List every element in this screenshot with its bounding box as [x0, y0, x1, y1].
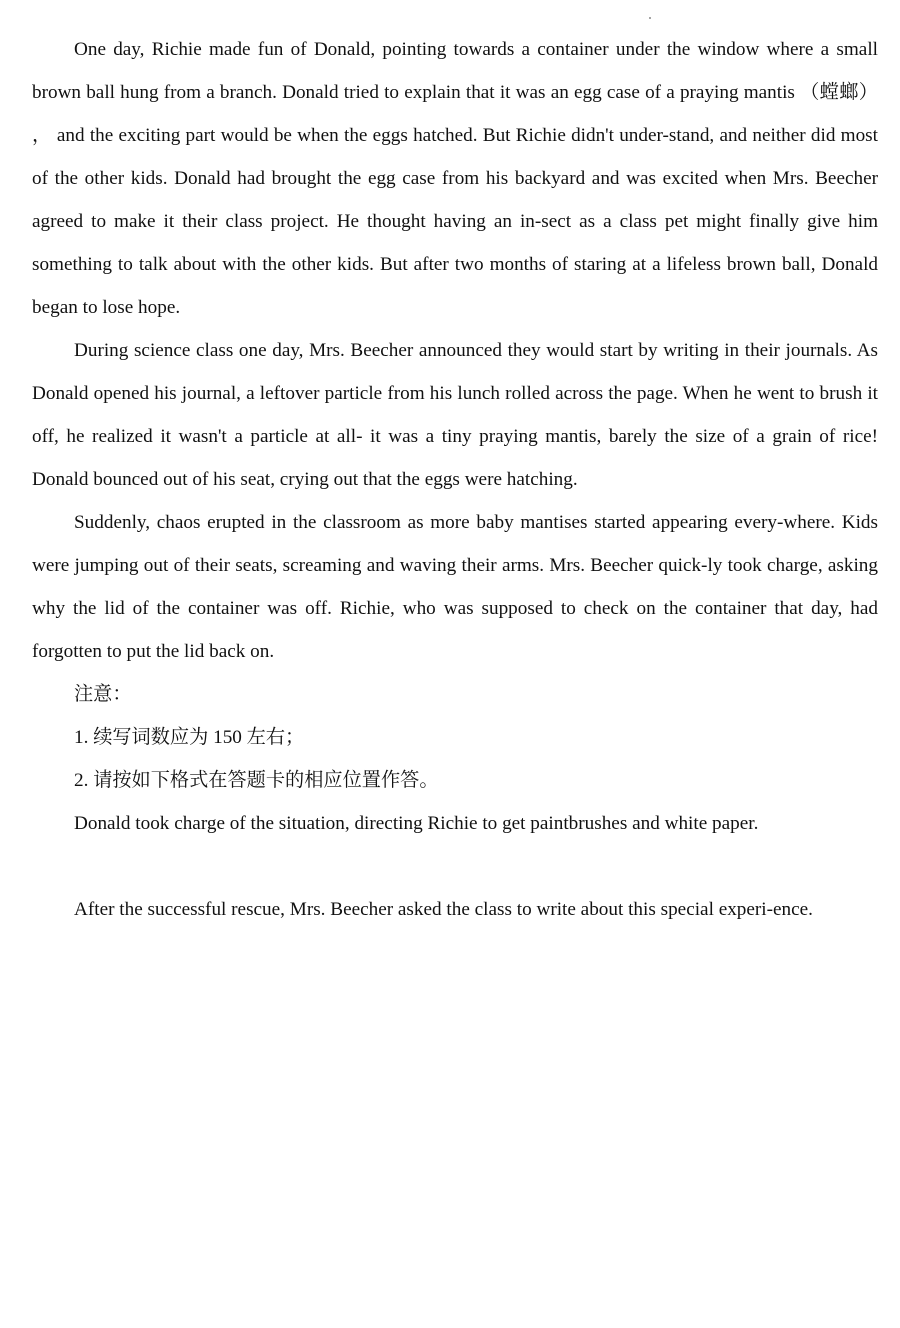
notes-heading: 注意：: [74, 684, 132, 705]
continuation-prompt-1: Donald took charge of the situation, directing Richie to get paintbrushes and white paper.: [74, 813, 759, 834]
stray-dot: [649, 17, 651, 19]
note-item-2: 2. 请按如下格式在答题卡的相应位置作答。: [74, 770, 439, 791]
story-paragraph-2: During science class one day, Mrs. Beecher announced they would start by writing in their journals. As Donald opened his journal, a leftover particle from his lunch rolled across the page. When he went to brush it off, he realized it wasn't a particle at all- it was a tiny praying mantis, barely the size of a grain of rice! Donald bounced out of his seat, crying out that the eggs were hatching.: [32, 340, 878, 490]
story-paragraph-3: Suddenly, chaos erupted in the classroom as more baby mantises started appearing every-where. Kids were jumping out of their seats, screaming and waving their arms. Mrs. Beecher quick-ly took charge, asking why the lid of the container was off. Richie, who was supposed to check on the container that day, had forgotten to put the lid back on.: [32, 512, 878, 662]
story-paragraph-1: One day, Richie made fun of Donald, pointing towards a container under the window where a small brown ball hung from a branch. Donald tried to explain that it was an egg case of a praying mantis （螳螂） ， and the exciting part would be when the eggs hatched. But Richie didn't under-stand, and neither did most of the other kids. Donald had brought the egg case from his backyard and was excited when Mrs. Beecher agreed to make it their class project. He thought having an in-sect as a class pet might finally give him something to talk about with the other kids. But after two months of staring at a lifeless brown ball, Donald began to lose hope.: [32, 39, 878, 318]
continuation-prompt-2: After the successful rescue, Mrs. Beecher asked the class to write about this special experi-ence.: [74, 899, 813, 920]
document-page: [32, 28, 878, 931]
answer-gap: [32, 845, 878, 888]
note-item-1: 1. 续写词数应为 150 左右；: [74, 727, 305, 748]
